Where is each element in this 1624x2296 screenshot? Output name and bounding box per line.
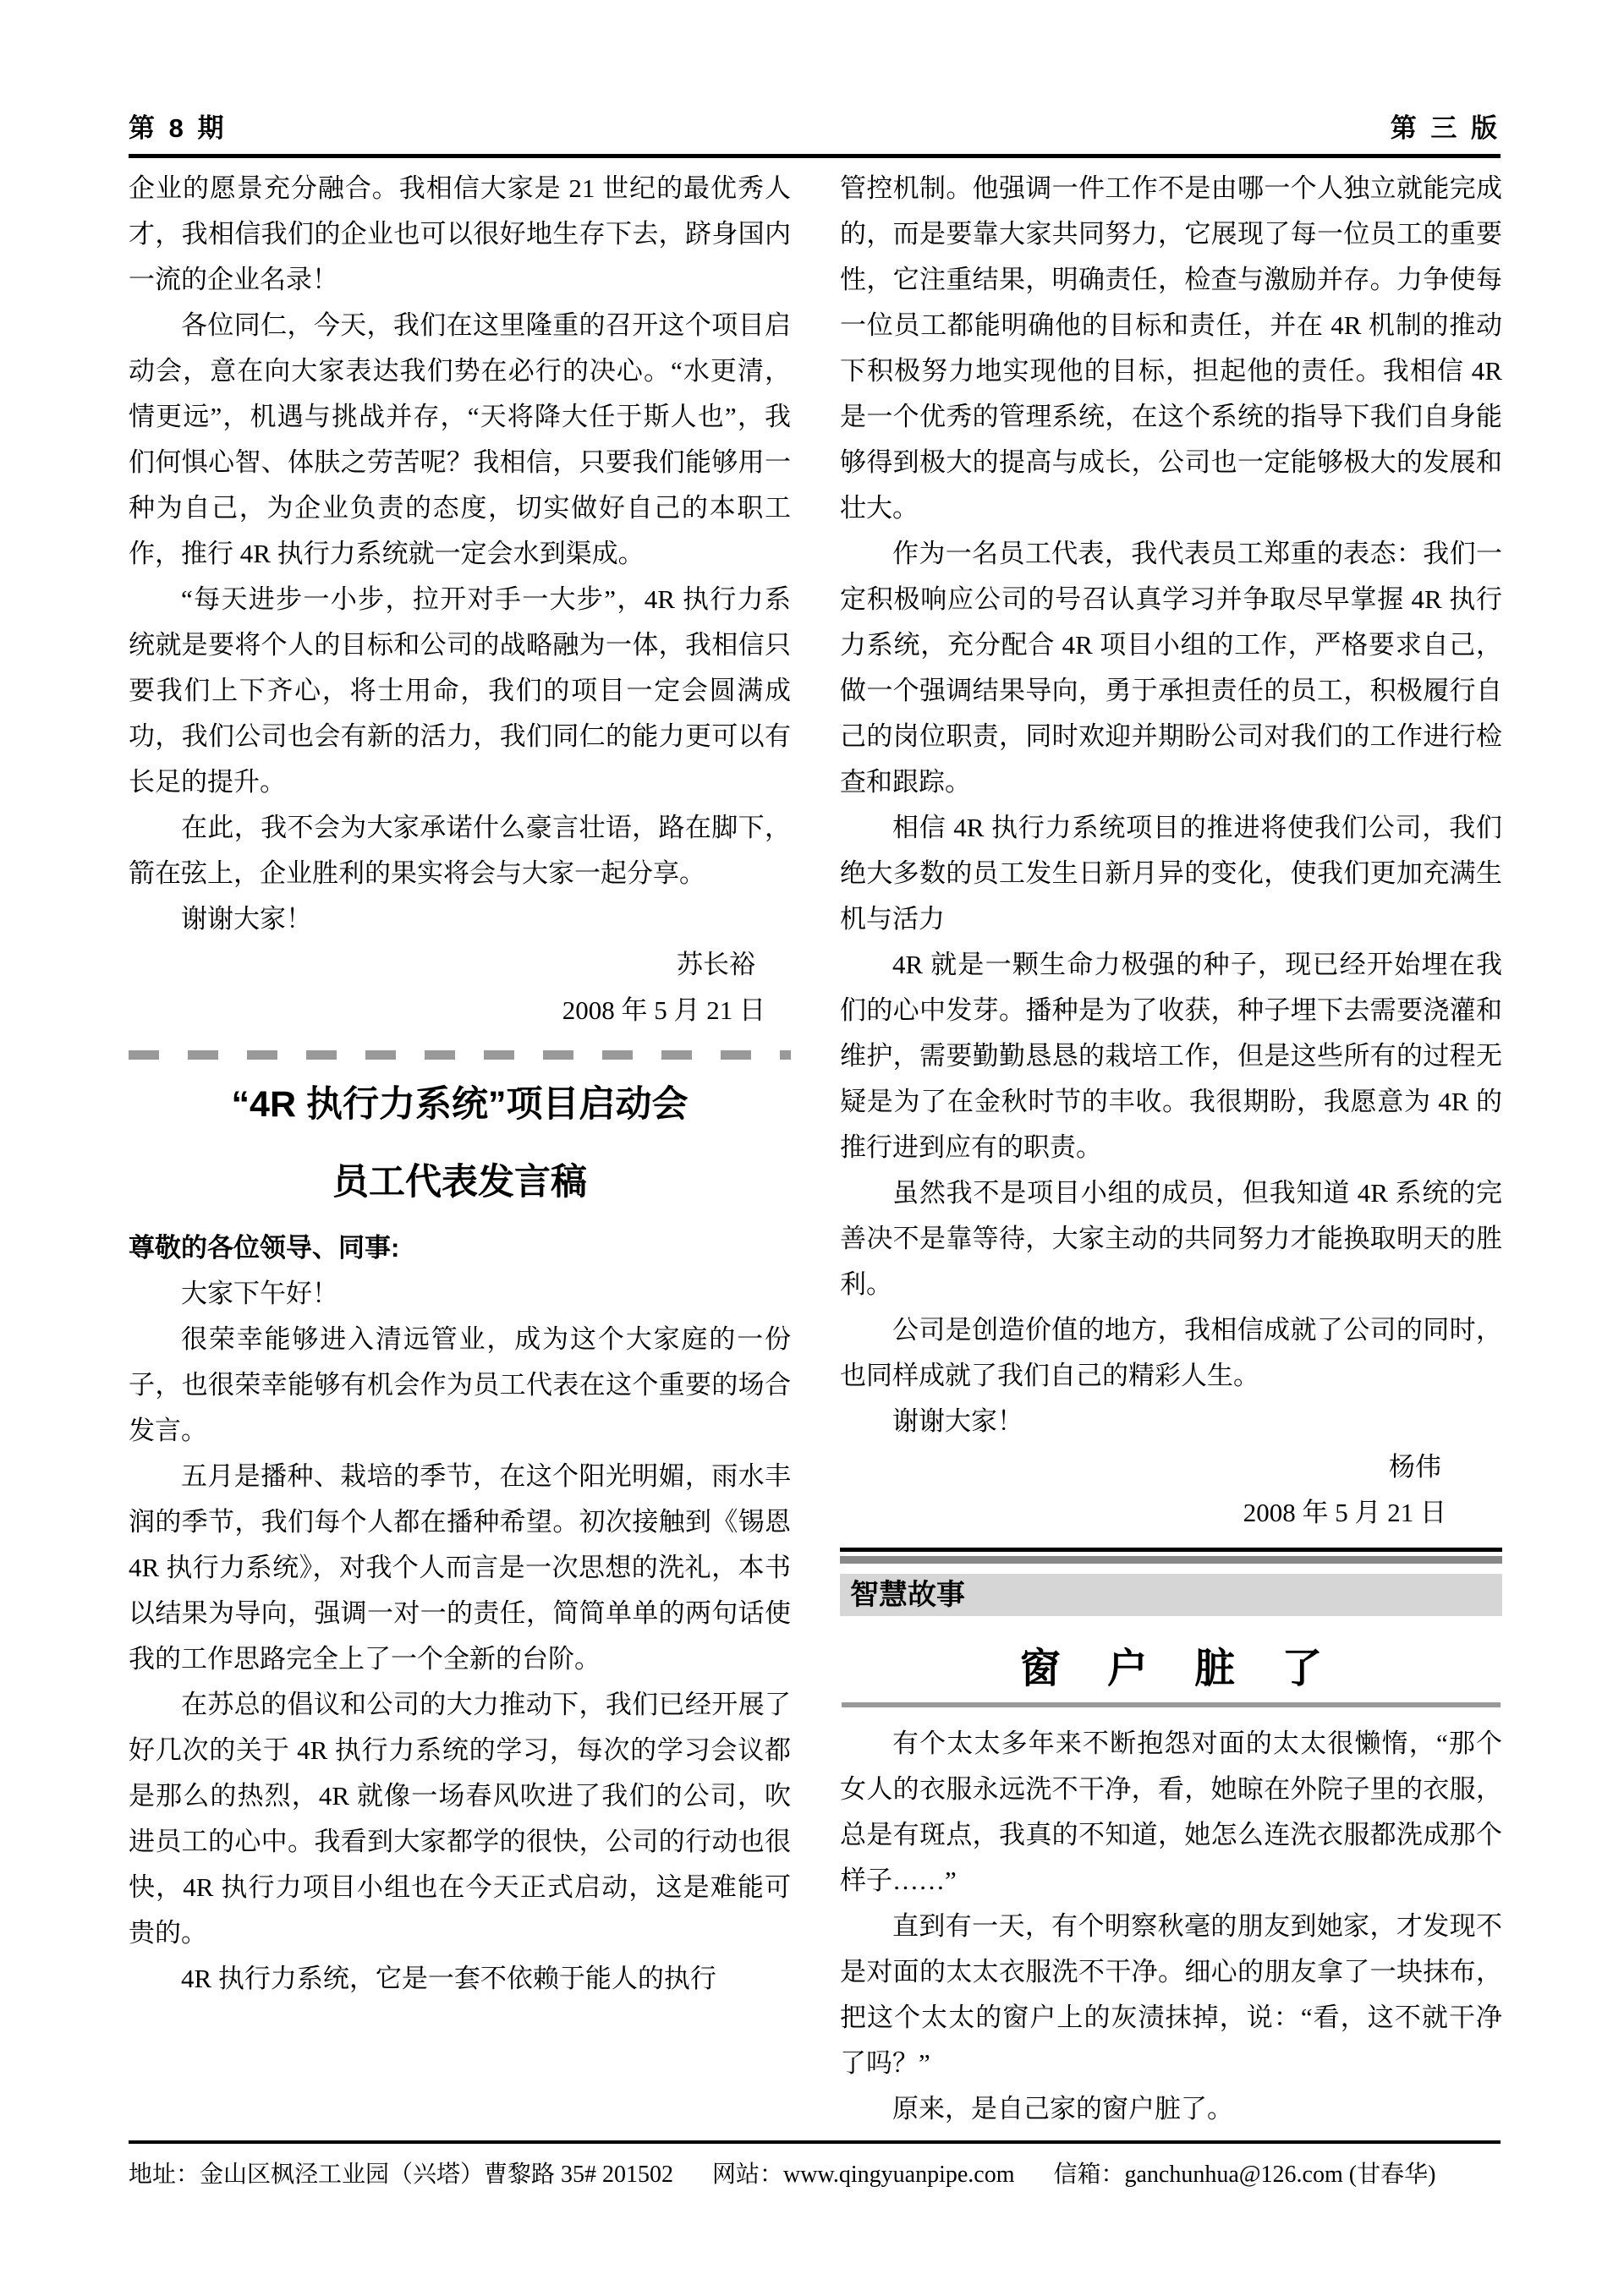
section-rule-black <box>840 1548 1502 1552</box>
paragraph: 谢谢大家！ <box>892 1406 1023 1436</box>
paragraph: 在此，我不会为大家承诺什么豪言壮语，路在脚下，箭在弦上，企业胜利的果实将会与大家一起分享。 <box>129 813 791 888</box>
paragraph: 4R 执行力系统，它是一套不依赖于能人的执行 <box>181 1964 716 1993</box>
paragraph: 谢谢大家！ <box>181 904 312 934</box>
footer-rule <box>129 2140 1501 2144</box>
paragraph: 作为一名员工代表，我代表员工郑重的表态：我们一定积极响应公司的号召认真学习并争取尽早掌握 4R 执行力系统，充分配合 4R 项目小组的工作，严格要求自己，做一个强调结果导向，勇于承担责任的员工，积极履行自己的岗位职责，同时欢迎并期盼公司对我们的工作进行检查和跟踪。 <box>840 539 1502 797</box>
paragraph: 在苏总的倡议和公司的大力推动下，我们已经开展了好几次的关于 4R 执行力系统的学习，每次的学习会议都是那么的热烈，4R 就像一场春风吹进了我们的公司，吹进员工的心中。我看到大家都学的很快，公司的行动也很快，4R 执行力项目小组也在今天正式启动，这是难能可贵的。 <box>129 1690 791 1948</box>
article1-date: 2008 年 5 月 21 日 <box>562 995 765 1025</box>
section-banner: 智慧故事 <box>840 1574 1502 1616</box>
article2-title-line1: “4R 执行力系统”项目启动会 <box>231 1084 689 1125</box>
dashed-divider <box>129 1050 791 1060</box>
story-title-underline <box>842 1702 1501 1707</box>
article1-body <box>129 166 791 942</box>
paragraph: 大家下午好！ <box>181 1279 338 1308</box>
paragraph: 企业的愿景充分融合。我相信大家是 21 世纪的最优秀人才，我相信我们的企业也可以很好地生存下去，跻身国内一流的企业名录！ <box>129 173 791 294</box>
edition-number: 第 三 版 <box>1390 113 1501 143</box>
paragraph: 很荣幸能够进入清远管业，成为这个大家庭的一份子，也很荣幸能够有机会作为员工代表在这个重要的场合发言。 <box>129 1324 791 1445</box>
article2-date: 2008 年 5 月 21 日 <box>1243 1498 1446 1527</box>
footer-website: 网站：www.qingyuanpipe.com <box>712 2162 1015 2188</box>
paragraph: 相信 4R 执行力系统项目的推进将使我们公司，我们绝大多数的员工发生日新月异的变化，使我们更加充满生机与活力 <box>840 813 1502 934</box>
paragraph: “每天进步一小步，拉开对手一大步”，4R 执行力系统就是要将个人的目标和公司的战略融为一体，我相信只要我们上下齐心，将士用命，我们的项目一定会圆满成功，我们公司也会有新的活力，我们同仁的能力更可以有长足的提升。 <box>129 584 791 797</box>
article2-body-continued <box>840 166 1502 1444</box>
page-body <box>129 166 1502 2132</box>
paragraph: 各位同仁，今天，我们在这里隆重的召开这个项目启动会，意在向大家表达我们势在必行的决心。“水更清，情更远”，机遇与挑战并存，“天将降大任于斯人也”，我们何惧心智、体肤之劳苦呢？我相信，只要我们能够用一种为自己，为企业负责的态度，切实做好自己的本职工作，推行 4R 执行力系统就一定会水到渠成。 <box>129 310 791 568</box>
right-column <box>840 166 1502 2132</box>
paragraph: 4R 就是一颗生命力极强的种子，现已经开始埋在我们的心中发芽。播种是为了收获，种子埋下去需要浇灌和维护，需要勤勤恳恳的栽培工作，但是这些所有的过程无疑是为了在金秋时节的丰收。我很期盼，我愿意为 4R 的推行进到应有的职责。 <box>840 950 1502 1162</box>
paragraph: 原来，是自己家的窗户脏了。 <box>892 2094 1233 2123</box>
article1-signature: 苏长裕 <box>677 950 755 979</box>
section-rule-gray <box>840 1556 1502 1564</box>
paragraph: 五月是播种、栽培的季节，在这个阳光明媚，雨水丰润的季节，我们每个人都在播种希望。初次接触到《锡恩 4R 执行力系统》，对我个人而言是一次思想的洗礼，本书以结果为导向，强调一对一的责任，简简单单的两句话使我的工作思路完全上了一个全新的台阶。 <box>129 1461 791 1674</box>
story-title: 窗 户 脏 了 <box>1019 1647 1341 1691</box>
paragraph: 虽然我不是项目小组的成员，但我知道 4R 系统的完善决不是靠等待，大家主动的共同努力才能换取明天的胜利。 <box>840 1178 1502 1299</box>
left-column <box>129 166 791 2132</box>
paragraph: 直到有一天，有个明察秋毫的朋友到她家，才发现不是对面的太太衣服洗不干净。细心的朋友拿了一块抹布，把这个太太的窗户上的灰渍抹掉，说：“看，这不就干净了吗？” <box>840 1911 1502 2078</box>
paragraph: 公司是创造价值的地方，我相信成就了公司的同时，也同样成就了我们自己的精彩人生。 <box>840 1315 1502 1390</box>
footer <box>129 2155 1501 2195</box>
paragraph: 有个太太多年来不断抱怨对面的太太很懒惰，“那个女人的衣服永远洗不干净，看，她晾在外院子里的衣服，总是有斑点，我真的不知道，她怎么连洗衣服都洗成那个样子……” <box>840 1729 1502 1895</box>
footer-email: 信箱：ganchunhua@126.com (甘春华) <box>1053 2162 1436 2188</box>
article2-signature: 杨伟 <box>1389 1452 1441 1482</box>
issue-number: 第 8 期 <box>129 113 228 143</box>
masthead <box>129 107 1501 145</box>
footer-address: 地址：金山区枫泾工业园（兴塔）曹黎路 35# 201502 <box>129 2162 674 2188</box>
article2-body <box>129 1271 791 2002</box>
paragraph: 管控机制。他强调一件工作不是由哪一个人独立就能完成的，而是要靠大家共同努力，它展现了每一位员工的重要性，它注重结果，明确责任，检查与激励并存。力争使每一位员工都能明确他的目标和责任，并在 4R 机制的推动下积极努力地实现他的目标，担起他的责任。我相信 4R 是一个优秀的管理系统，在这个系统的指导下我们自身能够得到极大的提高与成长，公司也一定能够极大的发展和壮大。 <box>840 173 1502 523</box>
story-body <box>840 1721 1502 2132</box>
masthead-rule <box>129 154 1501 158</box>
article2-title-line2: 员工代表发言稿 <box>332 1162 587 1203</box>
article2-salutation: 尊敬的各位领导、同事: <box>129 1233 400 1263</box>
